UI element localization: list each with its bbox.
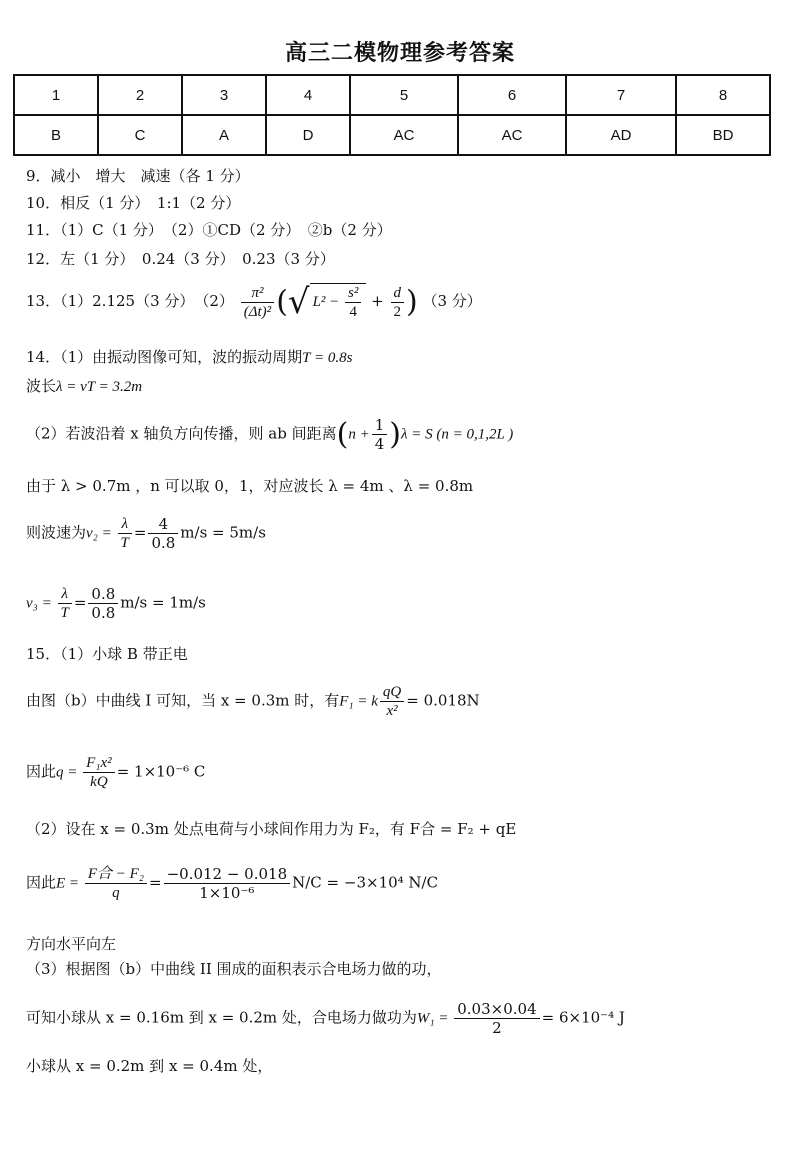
answer-cell: AC: [350, 115, 458, 155]
answer-q11: 11．（1）C（1 分） （2）①CD（2 分） ②b（2 分）: [26, 221, 392, 239]
q15-text: 因此: [26, 873, 57, 892]
question-number: 7: [566, 75, 676, 115]
answer-cell: BD: [676, 115, 770, 155]
q14-text: 波长: [26, 377, 57, 395]
question-number: 6: [458, 75, 566, 115]
q14-formula: m/s = 1m/s: [120, 593, 206, 612]
page-title: 高三二模物理参考答案: [284, 41, 515, 66]
answer-q14-line6: v₃ = $\frac{\lambda}{T}$ = $\frac{0.8}{0.8}$ m/s = 1m/s: [26, 585, 206, 622]
answer-q15-line3: 因此q = $\frac{\text{F₁x²}}{kQ}$ = 1×10⁻⁶ C: [26, 755, 206, 790]
answer-q14-line4: 由于 λ > 0.7m ，n 可以取 0，1，对应波长 λ = 4m 、λ = 0.8m: [26, 477, 474, 495]
answer-cell: C: [98, 115, 182, 155]
answer-q14-line5: 则波速为v₂ = $\frac{\lambda}{T}$ = $\frac{4}{0.8}$ m/s = 5m/s: [26, 515, 266, 552]
answer-q14-line3: （2）若波沿着 x 轴负方向传播，则 ab 间距离(n + $\frac{1}{4}$ )λ = S (n = 0,1,2L ): [26, 416, 514, 453]
q14-formula: T = 0.8s: [302, 350, 353, 366]
q15-text: 可知小球从 x = 0.16m 到 x = 0.2m 处，合电场力做功为: [26, 1008, 417, 1027]
answer-q15-line6: 方向水平向左: [26, 935, 117, 953]
answer-cell: B: [14, 115, 98, 155]
q15-formula: = 1×10⁻⁶ C: [116, 762, 206, 781]
q15-formula: N/C = −3×10⁴ N/C: [292, 873, 439, 892]
q14-text: （2）若波沿着 x 轴负方向传播，则 ab 间距离: [26, 424, 337, 443]
answer-table: [13, 74, 771, 156]
question-number: 3: [182, 75, 266, 115]
answer-q15-line8: 可知小球从 x = 0.16m 到 x = 0.2m 处，合电场力做功为W₁ = $\frac{0.03\times 0.04}{2}$ = 6×10⁻⁴ J: [26, 1000, 625, 1037]
q14-formula: λ = vT = 3.2m: [56, 379, 143, 395]
answer-q15-line2: 由图（b）中曲线 I 可知，当 x = 0.3m 时，有F₁ = k $\frac{qQ}{\text{x²}}$ = 0.018N: [26, 684, 480, 719]
answer-q15-line9: 小球从 x = 0.2m 到 x = 0.4m 处，: [26, 1057, 273, 1075]
q14-formula: λ = S (n = 0,1,2L ): [400, 426, 514, 443]
answer-cell: AD: [566, 115, 676, 155]
q13-score: （3 分）: [422, 292, 482, 310]
q14-text: 则波速为: [26, 523, 87, 542]
question-number-row: [14, 75, 770, 115]
answer-cell: AC: [458, 115, 566, 155]
answer-q15-line4: （2）设在 x = 0.3m 处点电荷与小球间作用力为 F₂，有 F合 = F₂ + qE: [26, 820, 517, 838]
formula-fraction: $\frac{\text{π²}}{\text{(Δt)²}}$: [241, 284, 274, 321]
answer-q13: 13．（1）2.125（3 分） （2） $\frac{\text{π²}}{\text{(Δt)²}}$ (√ L² − $\frac{\text{s²}}{4}$ + $\frac{d}{2}$ ) （3 分）: [26, 282, 482, 322]
answer-cell: A: [182, 115, 266, 155]
question-number: 1: [14, 75, 98, 115]
q15-text: 因此: [26, 762, 57, 781]
question-number: 5: [350, 75, 458, 115]
answer-q10: 10．相反（1 分） 1:1（2 分）: [26, 194, 241, 212]
answer-row: [14, 115, 770, 155]
answer-q14-line2: [26, 375, 142, 396]
question-number: 2: [98, 75, 182, 115]
answer-q15-line1: 15．（1）小球 B 带正电: [26, 645, 188, 663]
question-number: 8: [676, 75, 770, 115]
answer-q12: 12．左（1 分） 0.24（3 分） 0.23（3 分）: [26, 250, 335, 268]
q13-text: 13．（1）2.125（3 分） （2）: [26, 292, 234, 310]
answer-cell: D: [266, 115, 350, 155]
q15-formula: = 6×10⁻⁴ J: [541, 1008, 625, 1027]
question-number: 4: [266, 75, 350, 115]
answer-q15-line7: （3）根据图（b）中曲线 II 围成的面积表示合电场力做的功，: [26, 960, 442, 978]
q14-formula: m/s = 5m/s: [180, 523, 266, 542]
q15-formula: = 0.018N: [406, 691, 480, 710]
q14-text: 14．（1）由振动图像可知，波的振动周期: [26, 348, 303, 366]
answer-q9: 9．减小 增大 减速（各 1 分）: [26, 167, 250, 185]
answer-q14-line1: [26, 346, 352, 367]
q15-text: 由图（b）中曲线 I 可知，当 x = 0.3m 时，有: [26, 691, 340, 710]
answer-q15-line5: 因此E = $\frac{\text{F合 − F₂}}{q}$ = $\frac{-0.012 - 0.018}{\text{1×10⁻⁶}}$ N/C = −3×10⁴ N/C: [26, 865, 439, 902]
